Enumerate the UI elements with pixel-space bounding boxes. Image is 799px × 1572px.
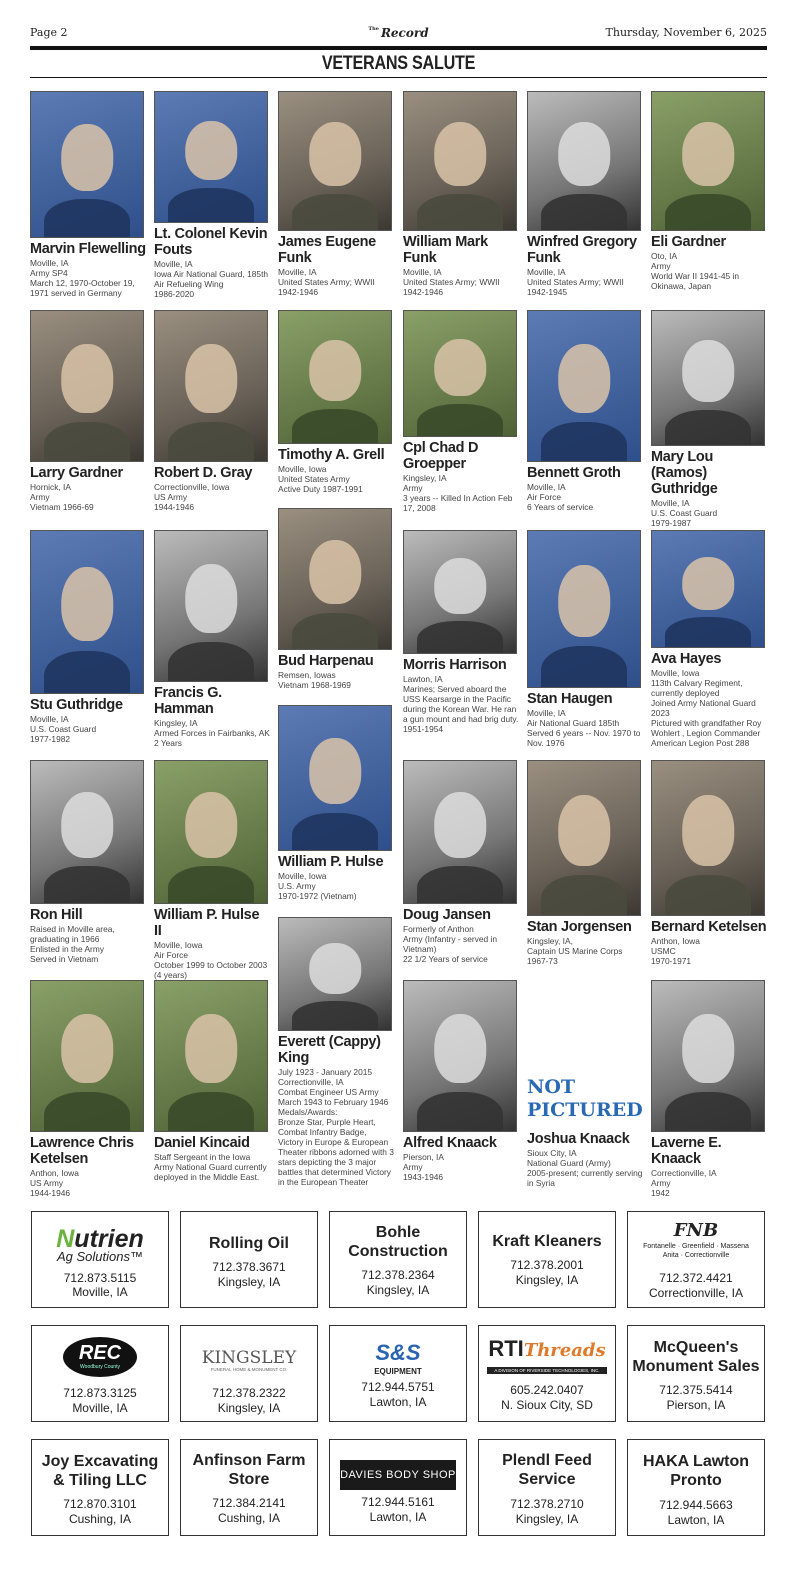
ad-city: Lawton, IA [369,1510,427,1524]
veteran-card [651,530,767,748]
veteran-photo [403,980,517,1132]
ad-name: HAKA Lawton Pronto [642,1453,750,1489]
ad-phone: 712.944.5161 [361,1495,435,1509]
veteran-card [154,530,270,748]
ad-phone: 712.372.4421 [659,1271,733,1285]
veteran-card [527,310,643,512]
ad-city: Kingsley, IA [366,1283,430,1297]
ad-city: Kingsley, IA [515,1512,579,1526]
veteran-photo [30,91,144,238]
veteran-photo [527,760,641,916]
veteran-photo [154,760,268,904]
veteran-name: Marvin Flewelling [30,241,146,257]
sponsor-ad [627,1439,765,1536]
ad-city: Moville, IA [72,1401,128,1415]
ss-logo: S&S [375,1340,421,1365]
ad-phone: 712.378.2322 [212,1386,286,1400]
veteran-card [30,91,146,298]
veteran-card [651,980,767,1198]
veteran-photo [30,760,144,904]
veteran-info: Anthon, Iowa USMC 1970-1971 [651,936,700,966]
ad-phone: 712.384.2141 [212,1496,286,1510]
veteran-photo [30,310,144,462]
veteran-info: Moville, IA Iowa Air National Guard, 185th Air Refueling Wing 1986-2020 [154,259,269,299]
veteran-photo [403,91,517,231]
ad-city: Correctionville, IA [648,1286,744,1300]
ad-phone: 712.378.2001 [510,1258,584,1272]
ad-city: Kingsley, IA [217,1401,281,1415]
ad-phone: 712.378.3671 [212,1260,286,1274]
veteran-photo [154,91,268,223]
veteran-info: Formerly of Anthon Army (Infantry - served in Vietnam) 22 1/2 Years of service [403,924,498,964]
veteran-name: Cpl Chad D Groepper [403,440,479,472]
rti-logo-sub: A DIVISION OF RIVERSIDE TECHNOLOGIES, INC. [487,1367,607,1374]
veteran-photo [154,530,268,682]
nutrien-logo: Nutrien [56,1225,144,1253]
veteran-name: Robert D. Gray [154,465,253,481]
sponsor-ad-rti [478,1325,616,1422]
veteran-photo [651,980,765,1132]
veteran-info: Moville, IA U.S. Coast Guard 1979-1987 [651,498,718,528]
veteran-card [403,530,519,734]
veteran-card [651,91,767,291]
veteran-card [403,760,519,964]
fnb-logo: FNB [673,1220,719,1241]
veteran-name: Everett (Cappy) King [278,1034,381,1066]
veteran-photo [651,760,765,916]
veteran-photo [403,760,517,904]
veteran-photo [527,530,641,688]
ad-city: Cushing, IA [217,1511,281,1525]
veteran-name: Winfred Gregory Funk [527,234,637,266]
veteran-info: Moville, IA United States Army; WWII 1942-1946 [403,267,500,297]
veteran-name: Bennett Groth [527,465,621,481]
veteran-info: Lawton, IA Marines; Served aboard the USS Kearsarge in the Pacific during the Korean War. He ran a gun mount and had brig duty. 1951-1954 [403,674,519,734]
ad-city: Cushing, IA [68,1512,132,1526]
ad-phone: 712.944.5663 [659,1498,733,1512]
ad-name: McQueen's Monument Sales [632,1339,760,1375]
ad-city: Moville, IA [72,1285,128,1299]
ad-name: Bohle Construction [348,1224,448,1260]
sponsor-ad [180,1211,318,1308]
rec-logo: REC Woodbury County [32,1337,168,1377]
ad-name: Anfinson Farm Store [192,1452,306,1488]
veteran-info: Correctionville, Iowa US Army 1944-1946 [154,482,230,512]
veteran-photo [651,530,765,648]
ad-phone: 712.378.2364 [361,1268,435,1282]
veteran-card [527,760,643,966]
veteran-name: James Eugene Funk [278,234,376,266]
veteran-photo [30,530,144,694]
page-number: Page 2 [30,26,68,39]
veteran-info: Moville, Iowa U.S. Army 1970-1972 (Vietnam) [278,871,357,901]
veteran-photo [651,91,765,231]
veteran-info: Moville, Iowa 113th Calvary Regiment, currently deployed Joined Army National Guard 2023 Pictured with grandfather Roy Wohlert , Legion Commander American Legion Post 288 [651,668,762,748]
veteran-info: Moville, IA United States Army; WWII 1942-1946 [278,267,375,297]
veteran-name: Morris Harrison [403,657,507,673]
ad-phone: 712.873.3125 [63,1386,137,1400]
sponsor-ad [478,1439,616,1536]
ad-name: Rolling Oil [209,1235,289,1252]
veteran-info: July 1923 - January 2015 Correctionville, IA Combat Engineer US Army March 1943 to February 1946 Medals/Awards: Bronze Star, Purple Heart, Combat Infantry Badge, Victory in Europe & European Theater ribbons adorned with 3 stars depicting the 3 major battles that determined Victory in the European Theater [278,1067,394,1187]
veteran-card [30,760,146,964]
veteran-card [651,760,767,966]
ad-city: Pierson, IA [666,1398,726,1412]
sponsor-ad-nutrien [31,1211,169,1308]
rti-logo: RTIThreads [488,1336,606,1361]
veteran-card [527,530,643,748]
veteran-photo [527,91,641,231]
header-rule [30,46,767,50]
veteran-photo [154,310,268,462]
nutrien-logo-sub: Ag Solutions™ [57,1249,143,1264]
veteran-photo [403,310,517,437]
veteran-info: Moville, IA Army SP4 March 12, 1970-October 19, 1971 served in Germany [30,258,135,298]
title-rule [30,77,767,78]
ad-phone: 712.944.5751 [361,1380,435,1394]
veteran-info: Sioux City, IA National Guard (Army) 2005-present; currently serving in Syria [527,1148,643,1188]
masthead-logo: $^{The}$ Record [368,26,429,40]
veteran-card [154,310,270,512]
sponsor-ad [627,1325,765,1422]
veteran-card [154,91,270,299]
veteran-card [278,91,394,297]
veteran-name: Lt. Colonel Kevin Fouts [154,226,268,258]
veteran-card [403,91,519,297]
page-header [30,26,767,42]
veteran-info: Pierson, IA Army 1943-1946 [403,1152,444,1182]
ad-name: Plendl Feed Service [502,1452,592,1488]
ad-city: Lawton, IA [667,1513,725,1527]
veteran-info: Moville, IA United States Army; WWII 1942-1945 [527,267,624,297]
ad-phone: 605.242.0407 [510,1383,584,1397]
sponsor-ad [329,1211,467,1308]
veteran-info: Moville, IA Air Force 6 Years of service [527,482,594,512]
davies-logo: DAVIES BODY SHOP [340,1460,456,1490]
veteran-name: Daniel Kincaid [154,1135,250,1151]
veteran-card [278,508,394,690]
veteran-name: Mary Lou (Ramos) Guthridge [651,449,718,497]
veteran-name: William P. Hulse II [154,907,260,939]
veteran-card [527,1076,643,1188]
veteran-info: Moville, Iowa Air Force October 1999 to October 2003 (4 years) [154,940,268,980]
veteran-photo [278,508,392,650]
veteran-name: Stan Jorgensen [527,919,632,935]
veteran-name: Alfred Knaack [403,1135,497,1151]
sponsor-ad-rec [31,1325,169,1422]
ad-name: Joy Excavating & Tiling LLC [41,1453,159,1489]
ad-city: Lawton, IA [369,1395,427,1409]
veteran-name: Doug Jansen [403,907,491,923]
issue-date: Thursday, November 6, 2025 [605,26,767,39]
kingsley-logo-sub: FUNERAL HOME & MONUMENT CO. [210,1367,288,1372]
ad-city: Kingsley, IA [217,1275,281,1289]
sponsor-ad [31,1439,169,1536]
veteran-name: Laverne E. Knaack [651,1135,722,1167]
veteran-name: Ron Hill [30,907,83,923]
veteran-info: Kingsley, IA, Captain US Marine Corps 1967-73 [527,936,623,966]
veteran-info: Remsen, Iowas Vietnam 1968-1969 [278,670,351,690]
veteran-photo [651,310,765,446]
veteran-info: Moville, Iowa United States Army Active Duty 1987-1991 [278,464,363,494]
veteran-name: Bernard Ketelsen [651,919,767,935]
sponsor-ad-fnb [627,1211,765,1308]
veteran-name: Timothy A. Grell [278,447,385,463]
veteran-card [278,310,394,494]
veteran-info: Staff Sergeant in the Iowa Army National Guard currently deployed in the Middle East. [154,1152,267,1182]
veteran-info: Kingsley, IA Armed Forces in Fairbanks, AK 2 Years [154,718,270,748]
veteran-photo [30,980,144,1132]
sponsor-ad [478,1211,616,1308]
veteran-name: Ava Hayes [651,651,722,667]
veteran-card [651,310,767,528]
veteran-card [278,917,394,1187]
veteran-photo [527,310,641,462]
veteran-card [30,530,146,744]
fnb-logo-sub: Fontanelle · Greenfield · Massena Anita · Correctionville [643,1243,749,1259]
veteran-photo [278,91,392,231]
veteran-photo [278,705,392,851]
veteran-info: Moville, IA Air National Guard 185th Served 6 years -- Nov. 1970 to Nov. 1976 [527,708,641,748]
veteran-info: Correctionville, IA Army 1942 [651,1168,717,1198]
veteran-card [30,980,146,1198]
veteran-info: Anthon, Iowa US Army 1944-1946 [30,1168,79,1198]
ad-phone: 712.873.5115 [63,1271,137,1285]
veteran-card [154,760,270,980]
ss-logo-sub: EQUIPMENT [374,1367,422,1376]
veteran-card [403,310,519,513]
not-pictured-label: NOT PICTURED [527,1076,643,1121]
veteran-photo [403,530,517,654]
ad-city: N. Sioux City, SD [501,1398,593,1412]
veteran-name: Bud Harpenau [278,653,374,669]
ad-phone: 712.375.5414 [659,1383,733,1397]
ad-phone: 712.378.2710 [510,1497,584,1511]
veteran-photo [278,917,392,1031]
veteran-name: Larry Gardner [30,465,123,481]
sponsor-ad-davies [329,1439,467,1536]
veteran-photo [278,310,392,444]
kingsley-logo: KINGSLEY [201,1348,297,1368]
sponsor-ad [180,1439,318,1536]
sponsor-ad-ss [329,1325,467,1422]
section-title: VETERANS SALUTE [321,53,476,74]
veteran-card [30,310,146,512]
veteran-name: Francis G. Hamman [154,685,222,717]
veteran-name: Stan Haugen [527,691,613,707]
veteran-info: Kingsley, IA Army 3 years -- Killed In Action Feb 17, 2008 [403,473,513,513]
veteran-info: Raised in Moville area, graduating in 1966 Enlisted in the Army Served in Vietnam [30,924,115,964]
veteran-name: Eli Gardner [651,234,726,250]
veteran-card [403,980,519,1182]
veteran-card [154,980,270,1182]
veteran-photo [154,980,268,1132]
veteran-info: Oto, IA Army World War II 1941-45 in Okinawa, Japan [651,251,739,291]
ad-phone: 712.870.3101 [63,1497,137,1511]
veteran-card [527,91,643,297]
veteran-name: Joshua Knaack [527,1131,630,1147]
ad-name: Kraft Kleaners [492,1233,602,1250]
veteran-name: Stu Guthridge [30,697,123,713]
veteran-info: Hornick, IA Army Vietnam 1966-69 [30,482,94,512]
veteran-info: Moville, IA U.S. Coast Guard 1977-1982 [30,714,97,744]
veteran-name: William P. Hulse [278,854,384,870]
veteran-name: William Mark Funk [403,234,488,266]
ad-city: Kingsley, IA [515,1273,579,1287]
veteran-name: Lawrence Chris Ketelsen [30,1135,134,1167]
sponsor-ad-kingsley [180,1325,318,1422]
veteran-card [278,705,394,901]
